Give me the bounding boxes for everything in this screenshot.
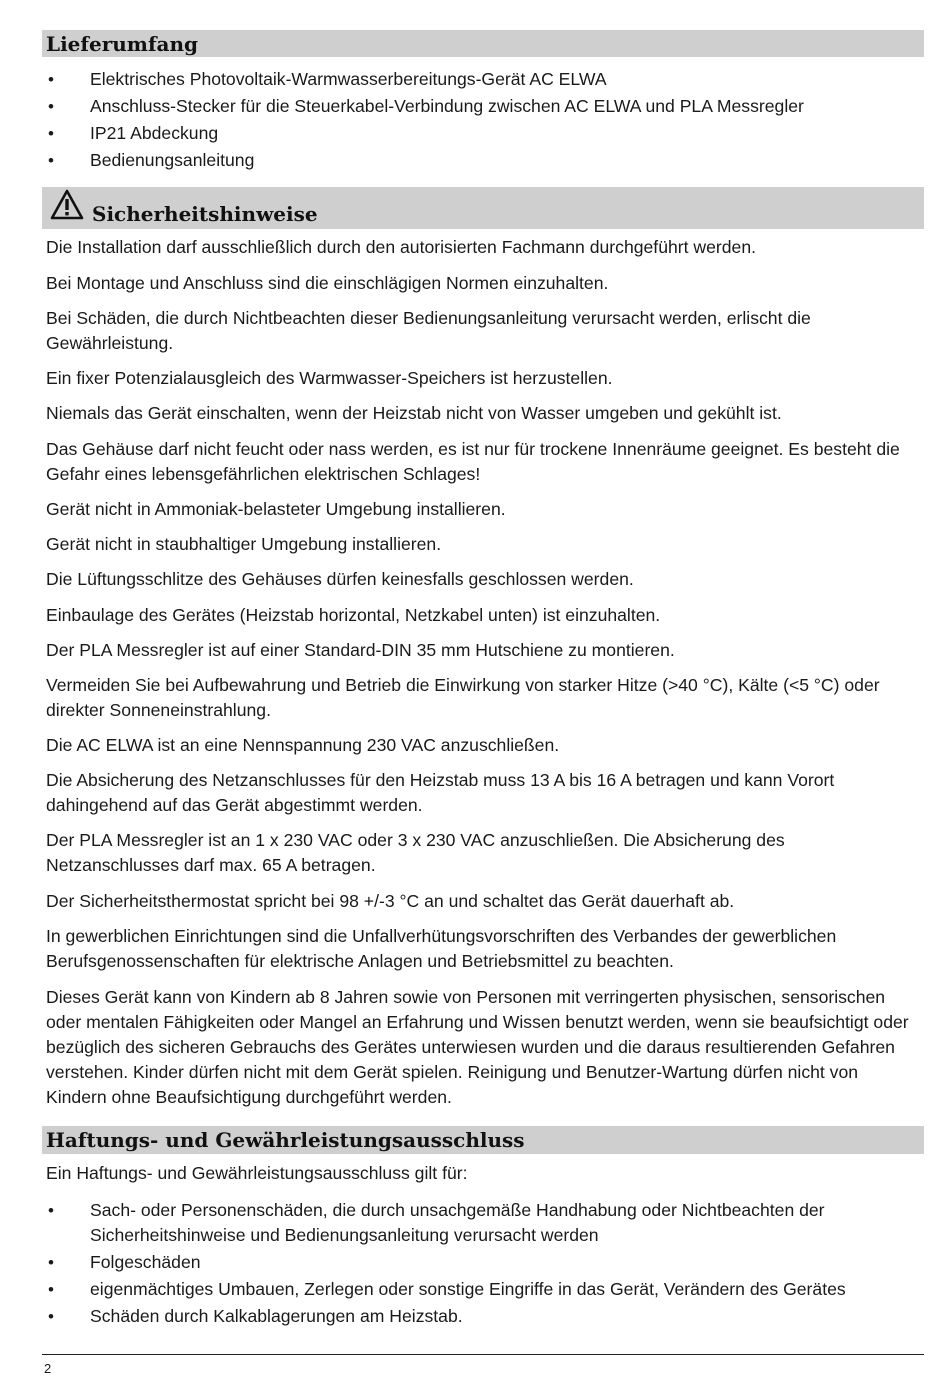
paragraph: Der Sicherheitsthermostat spricht bei 98 +/-3 °C an und schaltet das Gerät dauerhaft ab. xyxy=(46,891,735,911)
bullet-icon: • xyxy=(48,1280,54,1299)
paragraph: Ein Haftungs- und Gewährleistungsausschluss gilt für: xyxy=(46,1163,468,1183)
paragraph: Bei Schäden, die durch Nichtbeachten dieser Bedienungsanleitung verursacht werden, erlischt die Gewährleistung. xyxy=(46,308,811,353)
bullet-icon: • xyxy=(48,1253,54,1272)
page-number: 2 xyxy=(44,1361,52,1376)
paragraph: Bei Montage und Anschluss sind die einschlägigen Normen einzuhalten. xyxy=(46,273,609,293)
list-item: Elektrisches Photovoltaik-Warmwasserbereitungs-Gerät AC ELWA xyxy=(90,69,607,89)
section-title: Sicherheitshinweise xyxy=(92,202,318,226)
paragraph: Die Absicherung des Netzanschlusses für den Heizstab muss 13 A bis 16 A betragen und kann Vorort dahingehend auf das Gerät abgestimmt werden. xyxy=(46,770,835,815)
paragraph: Der PLA Messregler ist an 1 x 230 VAC oder 3 x 230 VAC anzuschließen. Die Absicherung des Netzanschlusses darf max. 65 A betragen. xyxy=(46,830,785,875)
bullet-icon: • xyxy=(48,124,54,143)
list-item: IP21 Abdeckung xyxy=(90,123,219,143)
paragraph: Dieses Gerät kann von Kindern ab 8 Jahren sowie von Personen mit verringerten physischen, sensorischen oder mentalen Fähigkeiten oder Mangel an Erfahrung und Wissen benutzt werden, wenn sie beaufsichtigt oder bezüglich des sicheren Gebrauchs des Gerätes unterwiesen wurden und die daraus resultierenden Gefahren verstehen. Kinder dürfen nicht mit dem Gerät spielen. Reinigung und Benutzer-Wartung dürfen nicht von Kindern ohne Beaufsichtigung durchgeführt werden. xyxy=(46,987,909,1107)
list-item: Folgeschäden xyxy=(90,1252,201,1272)
paragraph: Niemals das Gerät einschalten, wenn der Heizstab nicht von Wasser umgeben und gekühlt ist. xyxy=(46,403,782,423)
list-item: Schäden durch Kalkablagerungen am Heizstab. xyxy=(90,1306,463,1326)
bullet-icon: • xyxy=(48,151,54,170)
list-item: Bedienungsanleitung xyxy=(90,150,255,170)
paragraph: Die Installation darf ausschließlich durch den autorisierten Fachmann durchgeführt werden. xyxy=(46,237,756,257)
paragraph: Das Gehäuse darf nicht feucht oder nass werden, es ist nur für trockene Innenräume geeignet. Es besteht die Gefahr eines lebensgefährlichen elektrischen Schlages! xyxy=(46,439,900,484)
heading-lieferumfang: Lieferumfang xyxy=(42,30,924,57)
paragraph: Ein fixer Potenzialausgleich des Warmwasser-Speichers ist herzustellen. xyxy=(46,368,613,388)
list-item: eigenmächtiges Umbauen, Zerlegen oder sonstige Eingriffe in das Gerät, Verändern des Gerätes xyxy=(90,1279,846,1299)
heading-sicherheitshinweise xyxy=(42,187,924,229)
paragraph: In gewerblichen Einrichtungen sind die Unfallverhütungsvorschriften des Verbandes der gewerblichen Berufsgenossenschaften für elektrische Anlagen und Betriebsmittel zu beachten. xyxy=(46,926,837,971)
bullet-icon: • xyxy=(48,1307,54,1326)
heading-haftungsausschluss: Haftungs- und Gewährleistungsausschluss xyxy=(42,1126,924,1154)
paragraph: Die AC ELWA ist an eine Nennspannung 230 VAC anzuschließen. xyxy=(46,735,560,755)
bullet-icon: • xyxy=(48,1201,54,1220)
paragraph: Die Lüftungsschlitze des Gehäuses dürfen keinesfalls geschlossen werden. xyxy=(46,569,634,589)
warning-triangle-icon xyxy=(50,189,84,221)
bullet-icon: • xyxy=(48,97,54,116)
bullet-icon: • xyxy=(48,70,54,89)
paragraph: Vermeiden Sie bei Aufbewahrung und Betrieb die Einwirkung von starker Hitze (>40 °C), Kälte (<5 °C) oder direkter Sonneneinstrahlung. xyxy=(46,675,880,720)
paragraph: Der PLA Messregler ist auf einer Standard-DIN 35 mm Hutschiene zu montieren. xyxy=(46,640,675,660)
list-item: Sach- oder Personenschäden, die durch unsachgemäße Handhabung oder Nichtbeachten der Sicherheitshinweise und Bedienungsanleitung verursacht werden xyxy=(90,1200,825,1245)
paragraph: Gerät nicht in staubhaltiger Umgebung installieren. xyxy=(46,534,442,554)
paragraph: Gerät nicht in Ammoniak-belasteter Umgebung installieren. xyxy=(46,499,506,519)
list-item: Anschluss-Stecker für die Steuerkabel-Verbindung zwischen AC ELWA und PLA Messregler xyxy=(90,96,804,116)
footer-divider xyxy=(42,1354,924,1355)
paragraph: Einbaulage des Gerätes (Heizstab horizontal, Netzkabel unten) ist einzuhalten. xyxy=(46,605,661,625)
